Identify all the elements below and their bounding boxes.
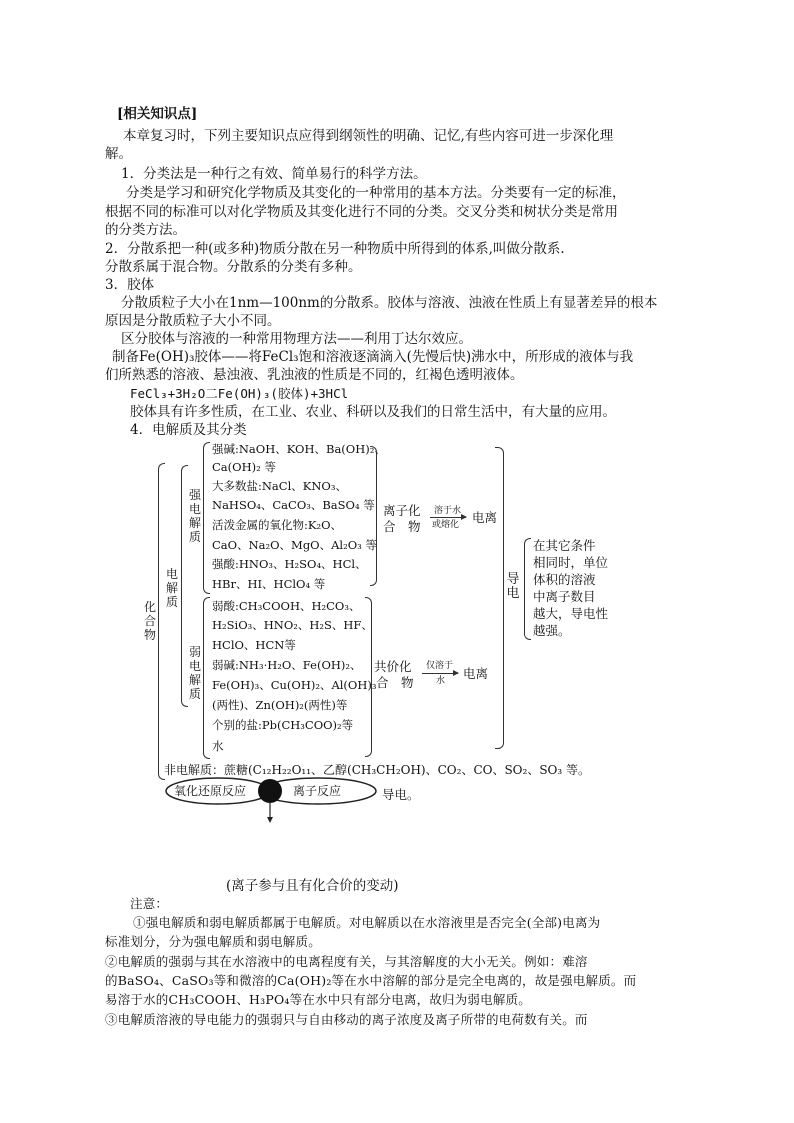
arrow-2-bottom: 水 xyxy=(436,676,446,686)
note-2-line-3: 易溶于水的CH₃COOH、H₃PO₄等在水中只有部分电离，故归为弱电解质。 xyxy=(105,992,531,1007)
note-2-line-2: 的BaSO₄、CaSO₃等和微溶的Ca(OH)₂等在水中溶解的部分是完全电离的，故是强电解质。而 xyxy=(105,973,637,988)
side-note-line: 中离子数目 xyxy=(533,589,596,604)
section-heading: [相关知识点] xyxy=(117,106,198,122)
side-note-bracket xyxy=(524,538,531,640)
compound-bracket xyxy=(158,463,165,780)
note-1-line-2: 标准划分，分为强电解质和弱电解质。 xyxy=(105,934,321,949)
weak-label: 弱电解质 xyxy=(188,645,201,701)
arrow-1-bottom: 或熔化 xyxy=(432,520,460,530)
conduct-right-bracket xyxy=(495,447,504,749)
compound-label: 化合物 xyxy=(143,600,156,642)
point-2-title: 2．分散系把一种(或多种)物质分散在另一种物质中所得到的体系,叫做分散系. xyxy=(105,241,565,257)
arrow-right-icon xyxy=(422,673,458,674)
point-3-body-1: 分散质粒子大小在1nm—100nm的分散系。胶体与溶液、浊液在性质上有显著差异的根本 xyxy=(121,295,658,311)
strong-item: 强酸:HNO₃、H₂SO₄、HCl、 xyxy=(212,557,367,571)
note-2-line-1: ②电解质的强弱与其在水溶液中的电离程度有关，与其溶解度的大小无关。例如：难溶 xyxy=(105,954,588,969)
point-1-body-1: 分类是学习和研究化学物质及其变化的一种常用的基本方法。分类要有一定的标准， xyxy=(126,185,626,201)
point-2-body-1: 分散系属于混合物。分散系的分类有多种。 xyxy=(105,259,362,275)
point-3-title: 3．胶体 xyxy=(105,277,155,293)
weak-item: HClO、HCN等 xyxy=(212,638,296,652)
covalent-compound-label: 共价化 xyxy=(374,659,412,674)
side-note-line: 相同时，单位 xyxy=(533,555,609,570)
side-note-line: 越强。 xyxy=(533,623,571,638)
arrow-right-icon xyxy=(430,517,466,518)
conduct-label: 导电 xyxy=(506,572,520,601)
ionize-label-1: 电离 xyxy=(472,510,498,525)
ion-reaction-label: 离子反应 xyxy=(293,784,342,798)
point-3-body-2: 原因是分散质粒子大小不同。 xyxy=(105,313,281,329)
point-3-body-6: 胶体具有许多性质，在工业、农业、科研以及我们的日常生活中，有大量的应用。 xyxy=(130,404,616,420)
side-note-line: 越大，导电性 xyxy=(533,606,609,621)
point-1-title: 1．分类法是一种行之有效、简单易行的科学方法。 xyxy=(121,166,427,182)
point-1-body-3: 的分类方法。 xyxy=(105,222,186,238)
electrolyte-bracket xyxy=(181,465,188,707)
ionize-label-2: 电离 xyxy=(463,666,489,681)
note-3-line-1: ③电解质溶液的导电能力的强弱只与自由移动的离子浓度及离子所带的电荷数有关。而 xyxy=(105,1012,588,1027)
weak-item: 弱碱:NH₃·H₂O、Fe(OH)₂、 xyxy=(212,658,362,672)
weak-right-bracket xyxy=(365,597,372,757)
ionic-compound-label-2: 合 物 xyxy=(383,519,421,534)
strong-item: 大多数盐:NaCl、KNO₃、 xyxy=(212,479,347,493)
point-3-body-5: 们所熟悉的溶液、悬浊液、乳浊液的性质是不同的，红褐色透明液体。 xyxy=(105,367,524,383)
weak-item: 个别的盐:Pb(CH₃COO)₂等 xyxy=(212,718,354,732)
point-1-body-2: 根据不同的标准可以对化学物质及其变化进行不同的分类。交叉分类和树状分类是常用 xyxy=(105,204,618,220)
weak-bracket xyxy=(203,597,210,759)
intro-line-1: 本章复习时，下列主要知识点应得到纲领性的明确、记忆,有些内容可进一步深化理 xyxy=(123,128,614,144)
equation: FeCl₃+3H₂O二Fe(OH)₃(胶体)+3HCl xyxy=(130,386,349,401)
weak-item: H₂SiO₃、HNO₂、H₂S、HF、 xyxy=(212,618,373,632)
strong-label: 强电解质 xyxy=(188,488,201,544)
strong-item: HBr、HI、HClO₄ 等 xyxy=(212,577,326,591)
strong-item: 强碱:NaOH、KOH、Ba(OH)₂、 xyxy=(212,442,386,456)
strong-bracket xyxy=(203,442,210,594)
covalent-compound-label-2: 合 物 xyxy=(376,675,414,690)
electrolyte-label: 电解质 xyxy=(165,567,178,609)
weak-item: 水 xyxy=(212,739,224,753)
point-3-body-4: 制备Fe(OH)₃胶体——将FeCl₃饱和溶液逐滴滴入(先慢后快)沸水中，所形成的液体与我 xyxy=(112,349,634,365)
redox-label: 氧化还原反应 xyxy=(174,784,247,798)
strong-item: CaO、Na₂O、MgO、Al₂O₃ 等 xyxy=(212,538,377,552)
arrow-1-top: 溶于水 xyxy=(434,506,462,516)
conduct-tail: 导电。 xyxy=(382,787,420,802)
point-4-title: 4．电解质及其分类 xyxy=(130,422,247,438)
strong-item: Ca(OH)₂ 等 xyxy=(212,460,276,474)
diagram-caption: (离子参与且有化合价的变动) xyxy=(226,878,399,894)
arrow-2-top: 仅溶于 xyxy=(426,661,454,671)
nonelectrolyte-line: 非电解质：蔗糖(C₁₂H₂₂O₁₁、乙醇(CH₃CH₂OH)、CO₂、CO、SO₂、SO₃ 等。 xyxy=(164,763,591,777)
weak-item: Fe(OH)₃、Cu(OH)₂、Al(OH)₃ xyxy=(212,678,377,692)
strong-right-bracket xyxy=(370,446,377,586)
side-note-line: 体积的溶液 xyxy=(533,572,596,587)
weak-item: 弱酸:CH₃COOH、H₂CO₃、 xyxy=(212,599,361,613)
side-note-line: 在其它条件 xyxy=(533,538,596,553)
weak-item: (两性)、Zn(OH)₂(两性)等 xyxy=(212,698,348,712)
strong-item: 活泼金属的氧化物:K₂O、 xyxy=(212,518,343,532)
notes-title: 注意： xyxy=(130,896,169,911)
ionic-compound-label: 离子化 xyxy=(383,503,421,518)
point-3-body-3: 区分胶体与溶液的一种常用物理方法——利用丁达尔效应。 xyxy=(121,331,472,347)
strong-item: NaHSO₄、CaCO₃、BaSO₄ 等 xyxy=(212,498,375,512)
note-1-line-1: ①强电解质和弱电解质都属于电解质。对电解质以在水溶液里是否完全(全部)电离为 xyxy=(133,915,601,930)
intro-line-2: 解。 xyxy=(105,146,132,162)
